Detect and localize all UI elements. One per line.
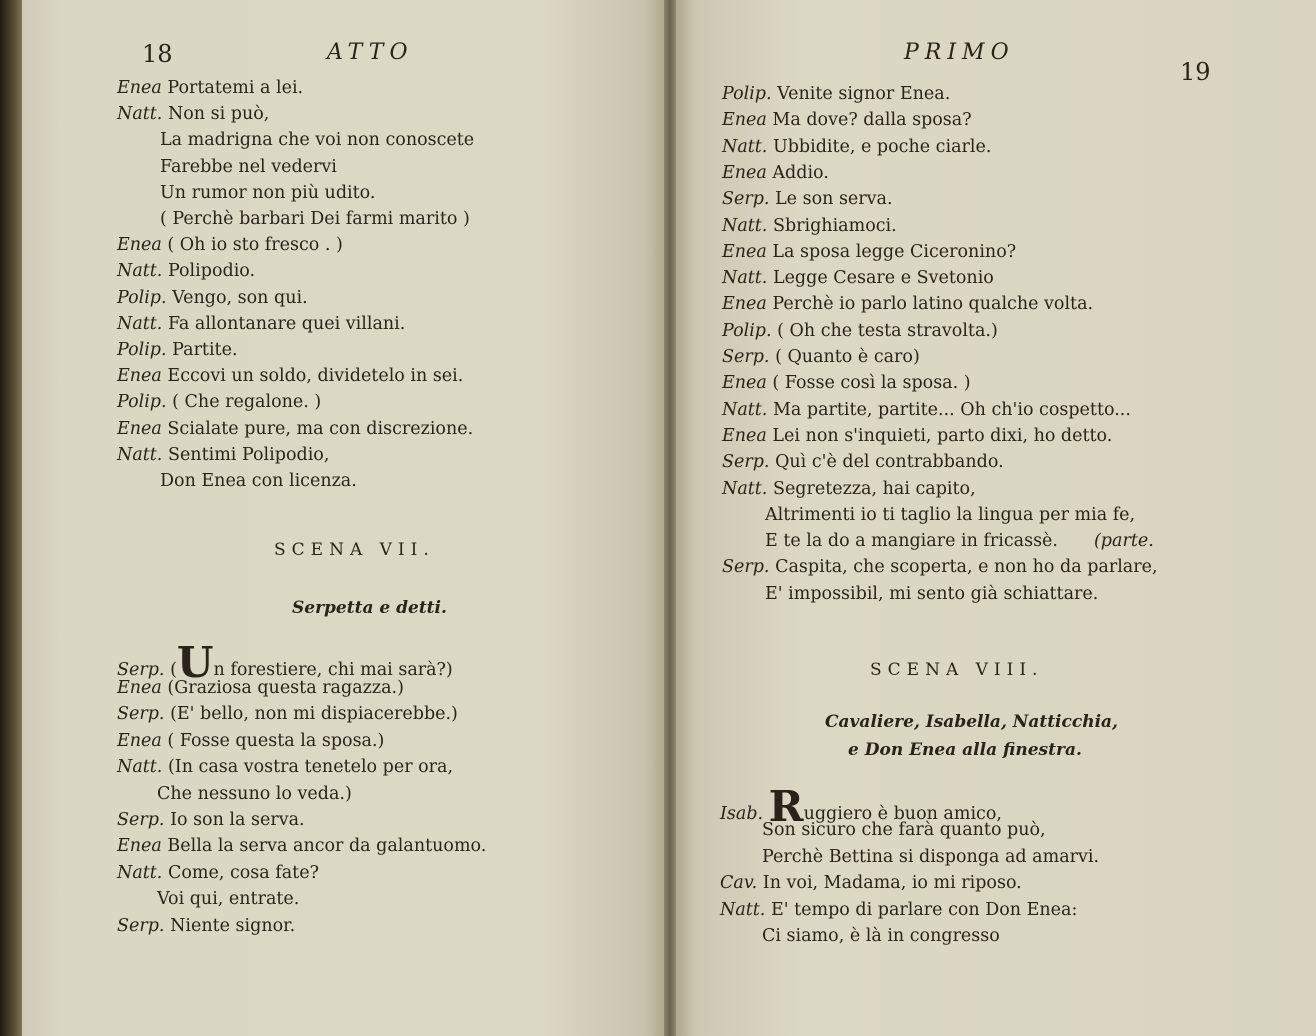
- speaker: Serp.: [117, 810, 165, 830]
- dialogue-line: [722, 191, 893, 209]
- dialogue-line: [160, 132, 474, 150]
- line-text: Partite.: [172, 340, 238, 360]
- speaker: Enea: [117, 730, 162, 751]
- line-text: Ubbidite, e poche ciarle.: [772, 136, 992, 157]
- line-text: Farebbe nel vedervi: [160, 156, 337, 177]
- scene-subtitle-viii-2: e Don Enea alla finestra.: [848, 740, 1082, 760]
- dialogue-line: [722, 349, 920, 367]
- dialogue-line: [762, 846, 1100, 867]
- speaker: Enea: [722, 241, 767, 262]
- dialogue-line: [117, 759, 453, 777]
- speaker: Natt.: [117, 862, 163, 883]
- line-text: uggiero è buon amico,: [803, 804, 1002, 824]
- speaker: Natt.: [722, 136, 768, 157]
- dialogue-line: [720, 875, 1022, 893]
- line-text: ( Perchè barbari Dei farmi marito ): [160, 209, 470, 229]
- page-number-left: 18: [142, 40, 173, 68]
- line-text: Non si può,: [167, 104, 270, 125]
- speaker: Isab.: [720, 804, 764, 824]
- speaker: Enea: [117, 78, 162, 98]
- dialogue-line: [117, 263, 255, 281]
- speaker: Natt.: [722, 478, 768, 499]
- line-text: ( Che regalone. ): [172, 392, 322, 413]
- line-text: La sposa legge Ciceronino?: [772, 241, 1017, 262]
- line-text: Voi qui, entrate.: [157, 889, 300, 910]
- speaker: Enea: [722, 294, 767, 315]
- dialogue-line: [117, 862, 319, 883]
- dialogue-line: [722, 162, 829, 183]
- dialogue-line: [117, 313, 406, 334]
- dialogue-line: [762, 822, 1046, 840]
- speaker: Serp.: [722, 189, 770, 210]
- page-number-right: 19: [1180, 58, 1211, 86]
- line-text: Niente signor.: [170, 915, 296, 936]
- dialogue-line: [722, 320, 998, 341]
- speaker: Enea: [722, 373, 767, 394]
- speaker: Serp.: [722, 347, 770, 367]
- line-text: Come, cosa fate?: [167, 862, 319, 883]
- speaker: Polip.: [117, 392, 167, 413]
- line-text: Polipodio.: [167, 261, 256, 282]
- stage-direction: (parte.: [1093, 531, 1154, 552]
- line-text: Eccovi un soldo, dividetelo in sei.: [167, 366, 464, 387]
- speaker: Cav.: [720, 873, 758, 893]
- first-line-vii: Serp. (Un forestiere, chi mai sarà?): [117, 638, 453, 687]
- line-text: ( Quanto è caro): [775, 347, 920, 367]
- dialogue-line: [160, 182, 376, 203]
- drop-initial: R: [768, 782, 804, 831]
- line-text: (In casa vostra tenetelo per ora,: [167, 757, 454, 778]
- speaker: Natt.: [722, 268, 768, 289]
- right-page: [670, 0, 1316, 1036]
- speaker: Natt.: [117, 313, 163, 334]
- dialogue-line: [117, 80, 303, 98]
- dialogue-line: [117, 680, 404, 698]
- speaker: Enea: [722, 162, 767, 183]
- line-text: ( Oh io sto fresco . ): [167, 235, 343, 256]
- speaker: Natt.: [117, 757, 163, 778]
- line-text: Io son la serva.: [170, 810, 305, 830]
- line-text: E te la do a mangiare in fricassè.: [765, 531, 1058, 552]
- dialogue-line: [722, 296, 1093, 314]
- gutter: [664, 0, 676, 1036]
- dialogue-line: [722, 112, 972, 130]
- drop-initial: U: [176, 638, 214, 687]
- speaker: Enea: [722, 425, 767, 446]
- line-text: Scialate pure, ma con discrezione.: [167, 418, 474, 439]
- line-text: n forestiere, chi mai sarà?): [213, 660, 453, 680]
- left-page: [22, 0, 670, 1036]
- dialogue-line: [722, 215, 897, 236]
- dialogue-line: [117, 342, 238, 360]
- speaker: Serp.: [117, 704, 165, 725]
- dialogue-line: [160, 473, 357, 491]
- dialogue-line: [117, 838, 486, 856]
- dialogue-line: [157, 891, 299, 909]
- dialogue-line: [117, 394, 321, 412]
- dialogue-line: [117, 706, 458, 724]
- line-text: Addio.: [772, 162, 829, 183]
- line-text: La madrigna che voi non conoscete: [160, 130, 475, 151]
- line-text: Don Enea con licenza.: [160, 471, 357, 491]
- line-text: ( Oh che testa stravolta.): [777, 320, 998, 341]
- dialogue-line: [722, 375, 971, 393]
- line-text: Fa allontanare quei villani.: [167, 313, 406, 334]
- dialogue-line: [157, 783, 352, 804]
- line-text: Bella la serva ancor da galantuomo.: [167, 836, 487, 857]
- line-text: E' tempo di parlare con Don Enea:: [770, 899, 1078, 920]
- line-text: Perchè io parlo latino qualche volta.: [772, 294, 1094, 315]
- line-text: E' impossibil, mi sento già schiattare.: [765, 583, 1099, 604]
- line-text: Segretezza, hai capito,: [772, 478, 976, 499]
- line-text: (Graziosa questa ragazza.): [167, 678, 404, 698]
- dialogue-line: [722, 425, 1113, 446]
- speaker: Natt.: [722, 215, 768, 236]
- running-head-right: PRIMO: [904, 40, 1015, 65]
- line-text: Quì c'è del contrabbando.: [775, 452, 1004, 473]
- speaker: Natt.: [117, 104, 163, 125]
- dialogue-line: [117, 368, 463, 386]
- dialogue-line: [722, 270, 994, 288]
- speaker: Enea: [117, 418, 162, 439]
- line-text: Altrimenti io ti taglio la lingua per mia fe,: [765, 504, 1136, 525]
- dialogue-line: [117, 730, 385, 751]
- dialogue-line: [117, 287, 308, 308]
- dialogue-line: [117, 444, 330, 465]
- first-line-viii: [720, 782, 1002, 831]
- line-text: Ma partite, partite... Oh ch'io cospetto...: [772, 399, 1131, 420]
- dialogue-line: [762, 928, 1000, 946]
- speaker: Serp.: [722, 452, 770, 473]
- dialogue-line: [117, 915, 296, 936]
- line-text: Caspita, che scoperta, e non ho da parlare,: [775, 557, 1158, 578]
- speaker: Enea: [117, 235, 162, 256]
- dialogue-line: [722, 478, 976, 499]
- line-text: Perchè Bettina si disponga ad amarvi.: [762, 846, 1100, 867]
- line-text: Ma dove? dalla sposa?: [772, 110, 972, 131]
- speaker: Enea: [117, 366, 162, 387]
- line-text: Son sicuro che farà quanto può,: [762, 820, 1046, 840]
- dialogue-line: [765, 533, 1154, 551]
- speaker: Natt.: [117, 261, 163, 282]
- line-text: ( Fosse questa la sposa.): [167, 730, 385, 751]
- dialogue-line: [722, 241, 1017, 262]
- dialogue-line: [722, 136, 992, 157]
- scene-title-viii: SCENA VIII.: [870, 660, 1044, 680]
- line-text: (E' bello, non mi dispiacerebbe.): [170, 704, 458, 725]
- dialogue-line: [765, 583, 1099, 604]
- speaker: Serp.: [722, 557, 770, 578]
- speaker: Serp.: [117, 915, 165, 936]
- speaker: Polip.: [117, 287, 167, 308]
- book-edge: [0, 0, 24, 1036]
- line-text: Che nessuno lo veda.): [157, 783, 352, 804]
- speaker: Natt.: [720, 899, 766, 920]
- line-text: ( Fosse così la sposa. ): [772, 373, 971, 394]
- line-text: Le son serva.: [775, 189, 893, 210]
- line-text: Sbrighiamoci.: [772, 215, 897, 236]
- speaker: Enea: [117, 678, 162, 698]
- speaker: Serp.: [117, 660, 165, 680]
- dialogue-line: [765, 504, 1136, 525]
- dialogue-line: [117, 812, 305, 830]
- speaker: Polip.: [722, 320, 772, 341]
- scene-title-vii: SCENA VII.: [274, 540, 435, 560]
- line-text: Vengo, son qui.: [172, 287, 308, 308]
- speaker: Polip.: [117, 340, 167, 360]
- dialogue-line: [720, 899, 1078, 920]
- speaker: Enea: [117, 836, 162, 857]
- speaker: Enea: [722, 110, 767, 131]
- dialogue-line: [117, 418, 474, 439]
- scene-subtitle-viii-1: Cavaliere, Isabella, Natticchia,: [825, 712, 1118, 732]
- line-text: Portatemi a lei.: [167, 78, 304, 98]
- line-text: Venite signor Enea.: [777, 84, 951, 104]
- line-text: Sentimi Polipodio,: [167, 444, 330, 465]
- dialogue-line: [160, 211, 470, 229]
- speaker: Polip.: [722, 84, 772, 104]
- line-text: Legge Cesare e Svetonio: [772, 268, 994, 289]
- speaker: Natt.: [117, 444, 163, 465]
- dialogue-line: [160, 156, 337, 177]
- scene-subtitle-vii: Serpetta e detti.: [292, 598, 447, 618]
- dialogue-line: [117, 237, 343, 255]
- line-text: Ci siamo, è là in congresso: [762, 926, 1000, 946]
- dialogue-line: [117, 106, 269, 124]
- line-text: Un rumor non più udito.: [160, 182, 376, 203]
- speaker: Natt.: [722, 399, 768, 420]
- line-text: In voi, Madama, io mi riposo.: [762, 873, 1022, 893]
- running-head-left: ATTO: [327, 40, 414, 65]
- dialogue-line: [722, 86, 950, 104]
- dialogue-line: [722, 399, 1131, 420]
- dialogue-line: [722, 454, 1004, 472]
- dialogue-line: [722, 559, 1158, 577]
- line-text: Lei non s'inquieti, parto dixi, ho detto.: [772, 425, 1113, 446]
